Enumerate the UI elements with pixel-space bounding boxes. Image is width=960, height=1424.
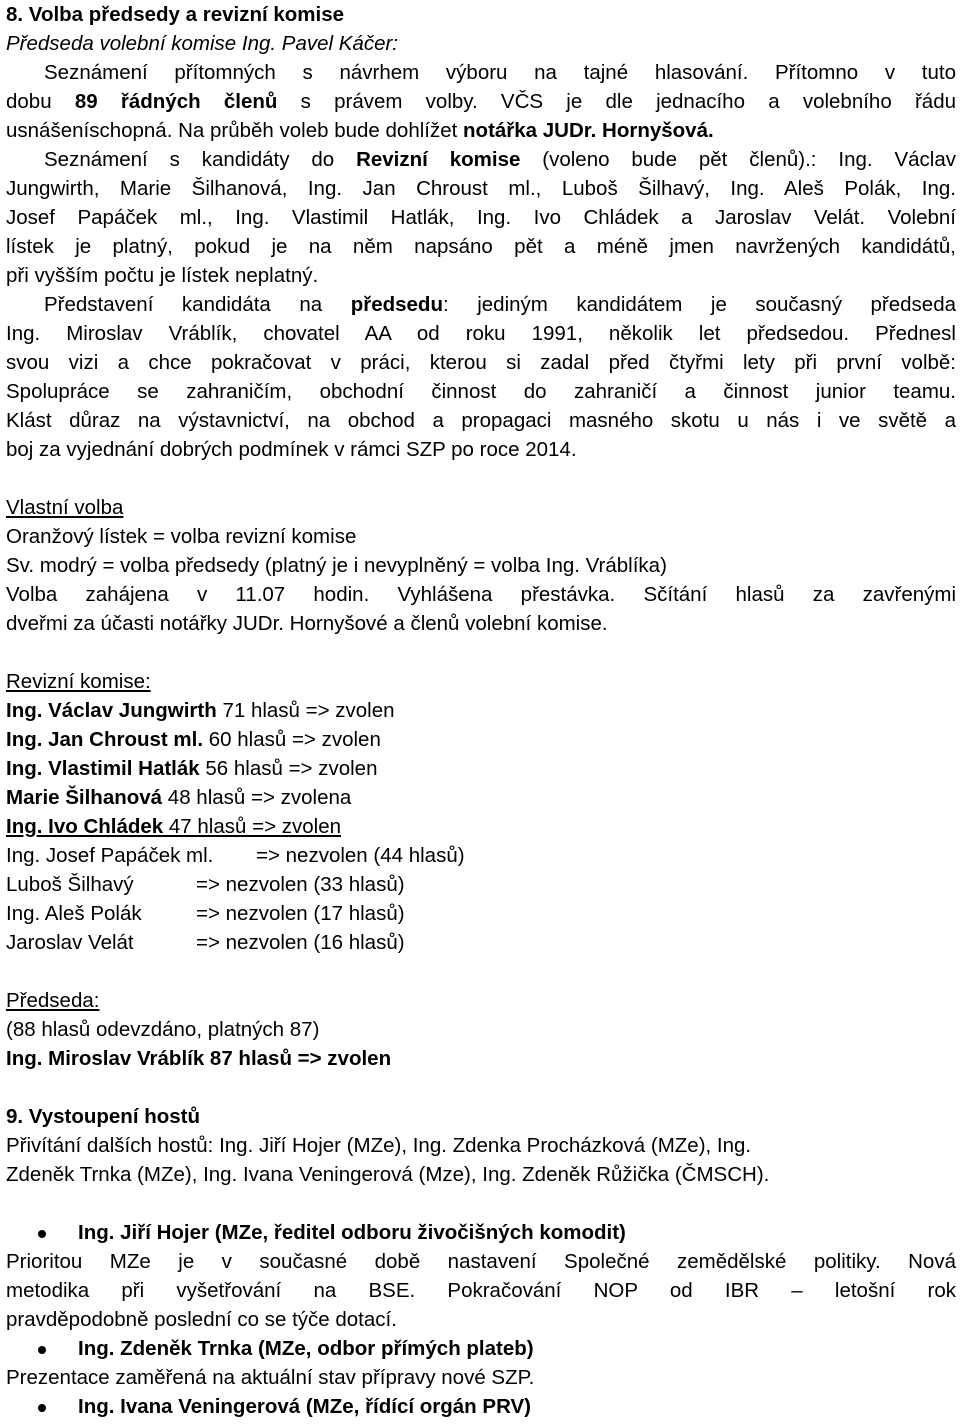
result-row: Luboš Šilhavý => nezvolen (33 hlasů) [6, 873, 405, 896]
paragraph-line: pravděpodobně poslední co se týče dotací. [6, 1308, 397, 1331]
chairman-result: Ing. Miroslav Vráblík 87 hlasů => zvolen [6, 1047, 392, 1070]
result-row: Ing. Vlastimil Hatlák 56 hlasů => zvolen [6, 757, 378, 780]
result-row: Jaroslav Velát => nezvolen (16 hlasů) [6, 931, 405, 954]
paragraph-line: Spolupráce se zahraničím, obchodní činnost do zahraničí a činnost junior teamu. [6, 380, 956, 403]
document-page [6, 0, 956, 1421]
paragraph-line: dobu 89 řádných členů s právem volby. VČS je dle jednacího a volebního řádu [6, 90, 956, 113]
result-row: Marie Šilhanová 48 hlasů => zvolena [6, 786, 352, 809]
paragraph-line: Prezentace zaměřená na aktuální stav přípravy nové SZP. [6, 1366, 535, 1389]
paragraph-line: lístek je platný, pokud je na něm napsáno pět a méně jmen navržených kandidátů, [6, 235, 956, 258]
paragraph-line: metodika při vyšetřování na BSE. Pokračování NOP od IBR – letošní rok [6, 1279, 956, 1302]
voting-line: Volba zahájena v 11.07 hodin. Vyhlášena přestávka. Sčítání hlasů za zavřenými [6, 583, 956, 606]
bullet-icon [38, 1346, 46, 1354]
voting-line: dveřmi za účasti notářky JUDr. Hornyšové a členů volební komise. [6, 612, 608, 635]
result-row: Ing. Aleš Polák => nezvolen (17 hlasů) [6, 902, 405, 925]
voting-line: Sv. modrý = volba předsedy (platný je i nevyplněný = volba Ing. Vráblíka) [6, 554, 667, 577]
paragraph-line: usnášeníschopná. Na průběh voleb bude dohlížet notářka JUDr. Hornyšová. [6, 119, 714, 142]
bullet-icon [38, 1230, 46, 1238]
paragraph-line: svou vizi a chce pokračovat v práci, kterou si zadal před čtyřmi lety při první volbě: [6, 351, 956, 374]
paragraph-line: při vyšším počtu je lístek neplatný. [6, 264, 319, 287]
commission-chair-line: Předseda volební komise Ing. Pavel Káčer: [6, 32, 398, 55]
chairman-title: Předseda: [6, 989, 100, 1012]
paragraph-line: Prioritou MZe je v současné době nastavení Společné zemědělské politiky. Nová [6, 1250, 956, 1273]
result-row: Ing. Ivo Chládek 47 hlasů => zvolen [6, 815, 341, 838]
result-row: Ing. Václav Jungwirth 71 hlasů => zvolen [6, 699, 395, 722]
paragraph-line: Ing. Miroslav Vráblík, chovatel AA od roku 1991, několik let předsedou. Přednesl [6, 322, 956, 345]
section-9-heading: 9. Vystoupení hostů [6, 1105, 201, 1128]
paragraph-line: Seznámení přítomných s návrhem výboru na tajné hlasování. Přítomno v tuto [44, 61, 956, 84]
chairman-line: (88 hlasů odevzdáno, platných 87) [6, 1018, 320, 1041]
paragraph-line: Představení kandidáta na předsedu: jediným kandidátem je současný předseda [44, 293, 956, 316]
paragraph-line: Jungwirth, Marie Šilhanová, Ing. Jan Chroust ml., Luboš Šilhavý, Ing. Aleš Polák, Ing. [6, 177, 956, 200]
result-row: Ing. Jan Chroust ml. 60 hlasů => zvolen [6, 728, 381, 751]
paragraph-line: Přivítání dalších hostů: Ing. Jiří Hojer (MZe), Ing. Zdenka Procházková (MZe), Ing. [6, 1134, 752, 1157]
voting-line: Oranžový lístek = volba revizní komise [6, 525, 357, 548]
result-row: Ing. Josef Papáček ml. => nezvolen (44 hlasů) [6, 844, 465, 867]
paragraph-line: Josef Papáček ml., Ing. Vlastimil Hatlák, Ing. Ivo Chládek a Jaroslav Velát. Volební [6, 206, 956, 229]
guest-item: Ing. Ivana Veningerová (MZe, řídící orgán PRV) [6, 1392, 956, 1421]
guest-item: Ing. Zdeněk Trnka (MZe, odbor přímých plateb) [6, 1334, 956, 1363]
paragraph-line: Klást důraz na výstavnictví, na obchod a propagaci masného skotu u nás i ve světě a [6, 409, 956, 432]
paragraph-line: boj za vyjednání dobrých podmínek v rámci SZP po roce 2014. [6, 438, 577, 461]
guest-item: Ing. Jiří Hojer (MZe, ředitel odboru živočišných komodit) [6, 1218, 956, 1247]
voting-title: Vlastní volba [6, 496, 124, 519]
paragraph-line: Zdeněk Trnka (MZe), Ing. Ivana Veningerová (Mze), Ing. Zdeněk Růžička (ČMSCH). [6, 1163, 770, 1186]
audit-committee-title: Revizní komise: [6, 670, 151, 693]
section-8-heading: 8. Volba předsedy a revizní komise [6, 3, 345, 26]
paragraph-line: Seznámení s kandidáty do Revizní komise (voleno bude pět členů).: Ing. Václav [44, 148, 956, 171]
bullet-icon [38, 1404, 46, 1412]
